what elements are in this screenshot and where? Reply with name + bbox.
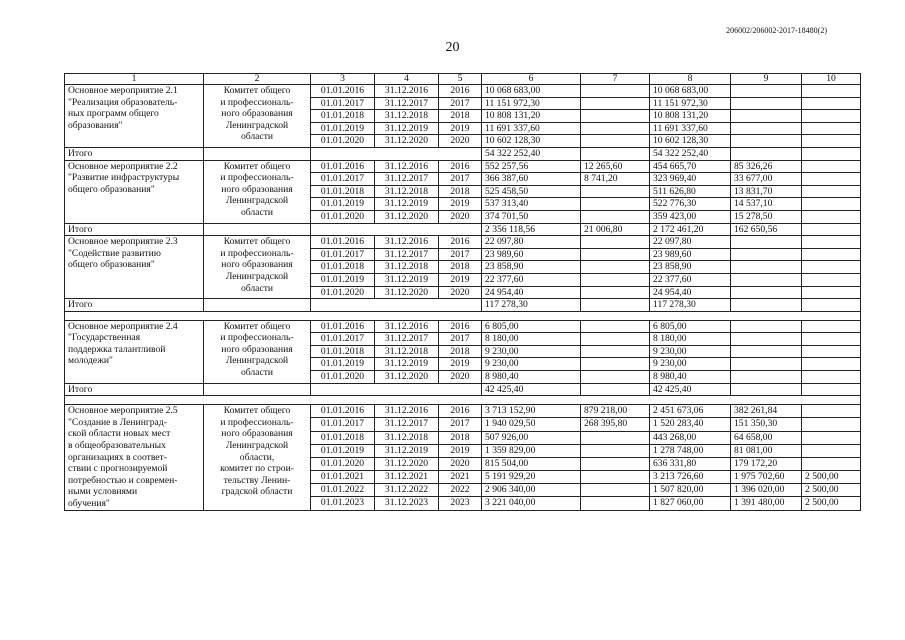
year-cell: 2020 [439,210,482,223]
empty-cell [311,223,482,236]
end-date-cell: 31.12.2017 [375,173,439,186]
federal-budget-cell [581,358,650,371]
end-date-cell: 31.12.2021 [375,471,439,484]
start-date-cell: 01.01.2018 [311,345,375,358]
year-cell: 2019 [439,273,482,286]
page-number: 20 [445,40,460,55]
table-row [65,85,861,98]
total-amount-cell: 10 808 131,20 [482,110,581,123]
start-date-cell: 01.01.2016 [311,236,375,249]
total-amount-cell: 23 989,60 [482,248,581,261]
total-value-cell [581,383,650,396]
total-value-cell [802,223,861,236]
other-sources-cell [802,320,861,333]
total-value-cell [802,147,861,160]
empty-cell [311,299,482,312]
end-date-cell: 31.12.2018 [375,431,439,444]
other-sources-cell [802,333,861,346]
end-date-cell: 31.12.2018 [375,345,439,358]
end-date-cell: 31.12.2020 [375,135,439,148]
federal-budget-cell [581,110,650,123]
regional-budget-cell: 323 969,40 [650,173,731,186]
table-row [65,160,861,173]
federal-budget-cell [581,248,650,261]
year-cell: 2019 [439,198,482,211]
federal-budget-cell [581,471,650,484]
year-cell: 2020 [439,371,482,384]
year-cell: 2017 [439,97,482,110]
total-value-cell [802,299,861,312]
budget-table [64,73,861,511]
start-date-cell: 01.01.2023 [311,497,375,510]
total-value-cell: 117 278,30 [482,299,581,312]
total-amount-cell: 374 701,50 [482,210,581,223]
end-date-cell: 31.12.2017 [375,418,439,431]
federal-budget-cell [581,371,650,384]
other-sources-cell [802,210,861,223]
local-budget-cell [731,85,802,98]
start-date-cell: 01.01.2017 [311,333,375,346]
other-sources-cell: 2 500,00 [802,497,861,510]
column-header: 6 [482,74,581,85]
local-budget-cell: 64 658,00 [731,431,802,444]
federal-budget-cell [581,431,650,444]
total-value-cell [731,147,802,160]
local-budget-cell [731,358,802,371]
other-sources-cell [802,457,861,470]
federal-budget-cell [581,210,650,223]
end-date-cell: 31.12.2020 [375,286,439,299]
other-sources-cell [802,444,861,457]
regional-budget-cell: 1 520 283,40 [650,418,731,431]
start-date-cell: 01.01.2020 [311,286,375,299]
activity-name-cell: Основное мероприятие 2.3 "Содействие развитию общего образования" [65,236,204,299]
activity-name-cell: Основное мероприятие 2.1 "Реализация образователь- ных программ общего образования" [65,85,204,148]
federal-budget-cell [581,484,650,497]
other-sources-cell [802,97,861,110]
federal-budget-cell [581,97,650,110]
spacer-row [65,311,861,320]
year-cell: 2021 [439,471,482,484]
local-budget-cell [731,236,802,249]
federal-budget-cell [581,185,650,198]
empty-cell [204,147,311,160]
end-date-cell: 31.12.2019 [375,444,439,457]
local-budget-cell [731,261,802,274]
federal-budget-cell [581,122,650,135]
start-date-cell: 01.01.2017 [311,248,375,261]
other-sources-cell: 2 500,00 [802,471,861,484]
end-date-cell: 31.12.2016 [375,320,439,333]
regional-budget-cell: 8 980,40 [650,371,731,384]
year-cell: 2019 [439,358,482,371]
regional-budget-cell: 11 691 337,60 [650,122,731,135]
total-amount-cell: 8 180,00 [482,333,581,346]
regional-budget-cell: 10 602 128,30 [650,135,731,148]
end-date-cell: 31.12.2018 [375,261,439,274]
other-sources-cell [802,345,861,358]
total-value-cell: 54 322 252,40 [650,147,731,160]
regional-budget-cell: 9 230,00 [650,358,731,371]
start-date-cell: 01.01.2016 [311,320,375,333]
total-amount-cell: 3 221 040,00 [482,497,581,510]
column-header: 4 [375,74,439,85]
year-cell: 2022 [439,484,482,497]
regional-budget-cell: 511 626,80 [650,185,731,198]
total-amount-cell: 10 068 683,00 [482,85,581,98]
year-cell: 2020 [439,286,482,299]
total-value-cell: 117 278,30 [650,299,731,312]
start-date-cell: 01.01.2018 [311,261,375,274]
total-value-cell: 2 356 118,56 [482,223,581,236]
federal-budget-cell: 8 741,20 [581,173,650,186]
regional-budget-cell: 1 827 060,00 [650,497,731,510]
start-date-cell: 01.01.2022 [311,484,375,497]
end-date-cell: 31.12.2017 [375,333,439,346]
federal-budget-cell: 12 265,60 [581,160,650,173]
total-value-cell [581,299,650,312]
local-budget-cell [731,320,802,333]
regional-budget-cell: 23 989,60 [650,248,731,261]
regional-budget-cell: 6 805,00 [650,320,731,333]
total-label: Итого [65,223,204,236]
start-date-cell: 01.01.2017 [311,97,375,110]
local-budget-cell [731,110,802,123]
start-date-cell: 01.01.2019 [311,444,375,457]
other-sources-cell [802,173,861,186]
other-sources-cell [802,236,861,249]
year-cell: 2018 [439,345,482,358]
local-budget-cell: 382 261,84 [731,405,802,418]
regional-budget-cell: 1 278 748,00 [650,444,731,457]
total-value-cell [802,383,861,396]
executor-cell: Комитет общего и профессиональ- ного образования Ленинградской области [204,320,311,383]
local-budget-cell [731,371,802,384]
local-budget-cell [731,97,802,110]
end-date-cell: 31.12.2016 [375,160,439,173]
total-row [65,147,861,160]
column-header: 10 [802,74,861,85]
year-cell: 2023 [439,497,482,510]
year-cell: 2016 [439,160,482,173]
end-date-cell: 31.12.2019 [375,273,439,286]
spacer-row [65,396,861,405]
total-value-cell: 2 172 461,20 [650,223,731,236]
federal-budget-cell [581,345,650,358]
start-date-cell: 01.01.2020 [311,210,375,223]
other-sources-cell [802,110,861,123]
start-date-cell: 01.01.2016 [311,85,375,98]
end-date-cell: 31.12.2016 [375,405,439,418]
end-date-cell: 31.12.2023 [375,497,439,510]
other-sources-cell [802,418,861,431]
federal-budget-cell: 879 218,00 [581,405,650,418]
start-date-cell: 01.01.2017 [311,418,375,431]
activity-name-cell: Основное мероприятие 2.2 "Развитие инфраструктуры общего образования" [65,160,204,223]
local-budget-cell: 1 975 702,60 [731,471,802,484]
table-row [65,236,861,249]
total-amount-cell: 815 504,00 [482,457,581,470]
regional-budget-cell: 454 665,70 [650,160,731,173]
end-date-cell: 31.12.2017 [375,97,439,110]
regional-budget-cell: 23 858,90 [650,261,731,274]
federal-budget-cell [581,457,650,470]
other-sources-cell [802,405,861,418]
total-amount-cell: 507 926,00 [482,431,581,444]
federal-budget-cell [581,320,650,333]
end-date-cell: 31.12.2019 [375,358,439,371]
year-cell: 2017 [439,333,482,346]
end-date-cell: 31.12.2020 [375,457,439,470]
start-date-cell: 01.01.2016 [311,405,375,418]
year-cell: 2020 [439,135,482,148]
total-value-cell: 42 425,40 [482,383,581,396]
regional-budget-cell: 3 213 726,60 [650,471,731,484]
other-sources-cell [802,371,861,384]
year-cell: 2017 [439,418,482,431]
year-cell: 2019 [439,444,482,457]
regional-budget-cell: 522 776,30 [650,198,731,211]
other-sources-cell [802,431,861,444]
federal-budget-cell [581,198,650,211]
local-budget-cell: 1 396 020,00 [731,484,802,497]
year-cell: 2016 [439,405,482,418]
total-value-cell: 21 006,80 [581,223,650,236]
total-amount-cell: 6 805,00 [482,320,581,333]
other-sources-cell [802,273,861,286]
start-date-cell: 01.01.2018 [311,110,375,123]
other-sources-cell [802,248,861,261]
end-date-cell: 31.12.2016 [375,85,439,98]
regional-budget-cell: 359 423,00 [650,210,731,223]
local-budget-cell [731,333,802,346]
other-sources-cell [802,358,861,371]
regional-budget-cell: 1 507 820,00 [650,484,731,497]
local-budget-cell [731,135,802,148]
federal-budget-cell [581,273,650,286]
local-budget-cell: 13 831,70 [731,185,802,198]
end-date-cell: 31.12.2016 [375,236,439,249]
regional-budget-cell: 443 268,00 [650,431,731,444]
start-date-cell: 01.01.2018 [311,431,375,444]
federal-budget-cell [581,85,650,98]
year-cell: 2017 [439,248,482,261]
total-amount-cell: 23 858,90 [482,261,581,274]
local-budget-cell: 1 391 480,00 [731,497,802,510]
total-amount-cell: 525 458,50 [482,185,581,198]
activity-name-cell: Основное мероприятие 2.5 "Создание в Ленинград- ской области новых мест в общеобразовательных организациях в соответ- ствии с прогнозируемой потребностью и современ- ными условиями обучения" [65,405,204,510]
regional-budget-cell: 8 180,00 [650,333,731,346]
total-label: Итого [65,147,204,160]
regional-budget-cell: 2 451 673,06 [650,405,731,418]
total-amount-cell: 22 097,80 [482,236,581,249]
column-header: 5 [439,74,482,85]
table-row [65,405,861,418]
local-budget-cell: 14 537,10 [731,198,802,211]
spacer-cell [65,311,861,320]
executor-cell: Комитет общего и профессиональ- ного образования Ленинградской области [204,160,311,223]
total-amount-cell: 9 230,00 [482,345,581,358]
year-cell: 2019 [439,122,482,135]
end-date-cell: 31.12.2018 [375,110,439,123]
total-amount-cell: 2 906 340,00 [482,484,581,497]
end-date-cell: 31.12.2017 [375,248,439,261]
column-header: 3 [311,74,375,85]
empty-cell [204,383,311,396]
regional-budget-cell: 636 331,80 [650,457,731,470]
total-amount-cell: 366 387,60 [482,173,581,186]
start-date-cell: 01.01.2021 [311,471,375,484]
empty-cell [311,147,482,160]
end-date-cell: 31.12.2022 [375,484,439,497]
year-cell: 2016 [439,85,482,98]
other-sources-cell [802,122,861,135]
regional-budget-cell: 11 151 972,30 [650,97,731,110]
other-sources-cell [802,286,861,299]
column-header: 8 [650,74,731,85]
other-sources-cell [802,160,861,173]
local-budget-cell [731,248,802,261]
local-budget-cell: 33 677,00 [731,173,802,186]
federal-budget-cell: 268 395,80 [581,418,650,431]
start-date-cell: 01.01.2020 [311,135,375,148]
year-cell: 2018 [439,431,482,444]
total-amount-cell: 5 191 929,20 [482,471,581,484]
total-amount-cell: 537 313,40 [482,198,581,211]
start-date-cell: 01.01.2020 [311,457,375,470]
other-sources-cell: 2 500,00 [802,484,861,497]
year-cell: 2018 [439,185,482,198]
executor-cell: Комитет общего и профессиональ- ного образования Ленинградской области [204,85,311,148]
start-date-cell: 01.01.2017 [311,173,375,186]
regional-budget-cell: 9 230,00 [650,345,731,358]
total-value-cell: 42 425,40 [650,383,731,396]
regional-budget-cell: 22 377,60 [650,273,731,286]
total-amount-cell: 22 377,60 [482,273,581,286]
empty-cell [204,223,311,236]
header-row [65,74,861,85]
end-date-cell: 31.12.2019 [375,198,439,211]
federal-budget-cell [581,333,650,346]
total-label: Итого [65,299,204,312]
local-budget-cell: 81 081,00 [731,444,802,457]
federal-budget-cell [581,261,650,274]
total-value-cell: 54 322 252,40 [482,147,581,160]
end-date-cell: 31.12.2020 [375,210,439,223]
regional-budget-cell: 10 808 131,20 [650,110,731,123]
empty-cell [204,299,311,312]
total-row [65,383,861,396]
total-value-cell [731,383,802,396]
other-sources-cell [802,135,861,148]
federal-budget-cell [581,286,650,299]
year-cell: 2017 [439,173,482,186]
federal-budget-cell [581,497,650,510]
total-amount-cell: 3 713 152,90 [482,405,581,418]
table-row [65,320,861,333]
regional-budget-cell: 22 097,80 [650,236,731,249]
total-amount-cell: 24 954,40 [482,286,581,299]
start-date-cell: 01.01.2016 [311,160,375,173]
year-cell: 2020 [439,457,482,470]
total-amount-cell: 8 980,40 [482,371,581,384]
end-date-cell: 31.12.2020 [375,371,439,384]
column-header: 2 [204,74,311,85]
local-budget-cell [731,122,802,135]
other-sources-cell [802,85,861,98]
activity-name-cell: Основное мероприятие 2.4 "Государственная поддержка талантливой молодежи" [65,320,204,383]
column-header: 9 [731,74,802,85]
column-header: 7 [581,74,650,85]
executor-cell: Комитет общего и профессиональ- ного образования Ленинградской области [204,236,311,299]
local-budget-cell: 15 278,50 [731,210,802,223]
end-date-cell: 31.12.2019 [375,122,439,135]
column-header: 1 [65,74,204,85]
year-cell: 2018 [439,110,482,123]
start-date-cell: 01.01.2019 [311,273,375,286]
local-budget-cell: 85 326,26 [731,160,802,173]
other-sources-cell [802,185,861,198]
local-budget-cell [731,286,802,299]
federal-budget-cell [581,236,650,249]
total-value-cell: 162 650,56 [731,223,802,236]
start-date-cell: 01.01.2020 [311,371,375,384]
start-date-cell: 01.01.2019 [311,358,375,371]
local-budget-cell: 179 172,20 [731,457,802,470]
end-date-cell: 31.12.2018 [375,185,439,198]
empty-cell [311,383,482,396]
total-value-cell [731,299,802,312]
total-label: Итого [65,383,204,396]
total-amount-cell: 9 230,00 [482,358,581,371]
year-cell: 2018 [439,261,482,274]
total-amount-cell: 10 602 128,30 [482,135,581,148]
document-id: 206002/206002-2017-18480(2) [726,26,827,35]
year-cell: 2016 [439,236,482,249]
start-date-cell: 01.01.2019 [311,198,375,211]
year-cell: 2016 [439,320,482,333]
local-budget-cell [731,345,802,358]
total-amount-cell: 1 940 029,50 [482,418,581,431]
local-budget-cell: 151 350,30 [731,418,802,431]
spacer-cell [65,396,861,405]
total-amount-cell: 552 257,56 [482,160,581,173]
local-budget-cell [731,273,802,286]
start-date-cell: 01.01.2018 [311,185,375,198]
regional-budget-cell: 24 954,40 [650,286,731,299]
total-amount-cell: 11 691 337,60 [482,122,581,135]
federal-budget-cell [581,444,650,457]
other-sources-cell [802,261,861,274]
total-amount-cell: 11 151 972,30 [482,97,581,110]
executor-cell: Комитет общего и профессиональ- ного образования Ленинградской области, комитет по строи- тельству Ленин- градской области [204,405,311,510]
total-row [65,223,861,236]
start-date-cell: 01.01.2019 [311,122,375,135]
other-sources-cell [802,198,861,211]
regional-budget-cell: 10 068 683,00 [650,85,731,98]
total-row [65,299,861,312]
total-amount-cell: 1 359 829,00 [482,444,581,457]
federal-budget-cell [581,135,650,148]
total-value-cell [581,147,650,160]
